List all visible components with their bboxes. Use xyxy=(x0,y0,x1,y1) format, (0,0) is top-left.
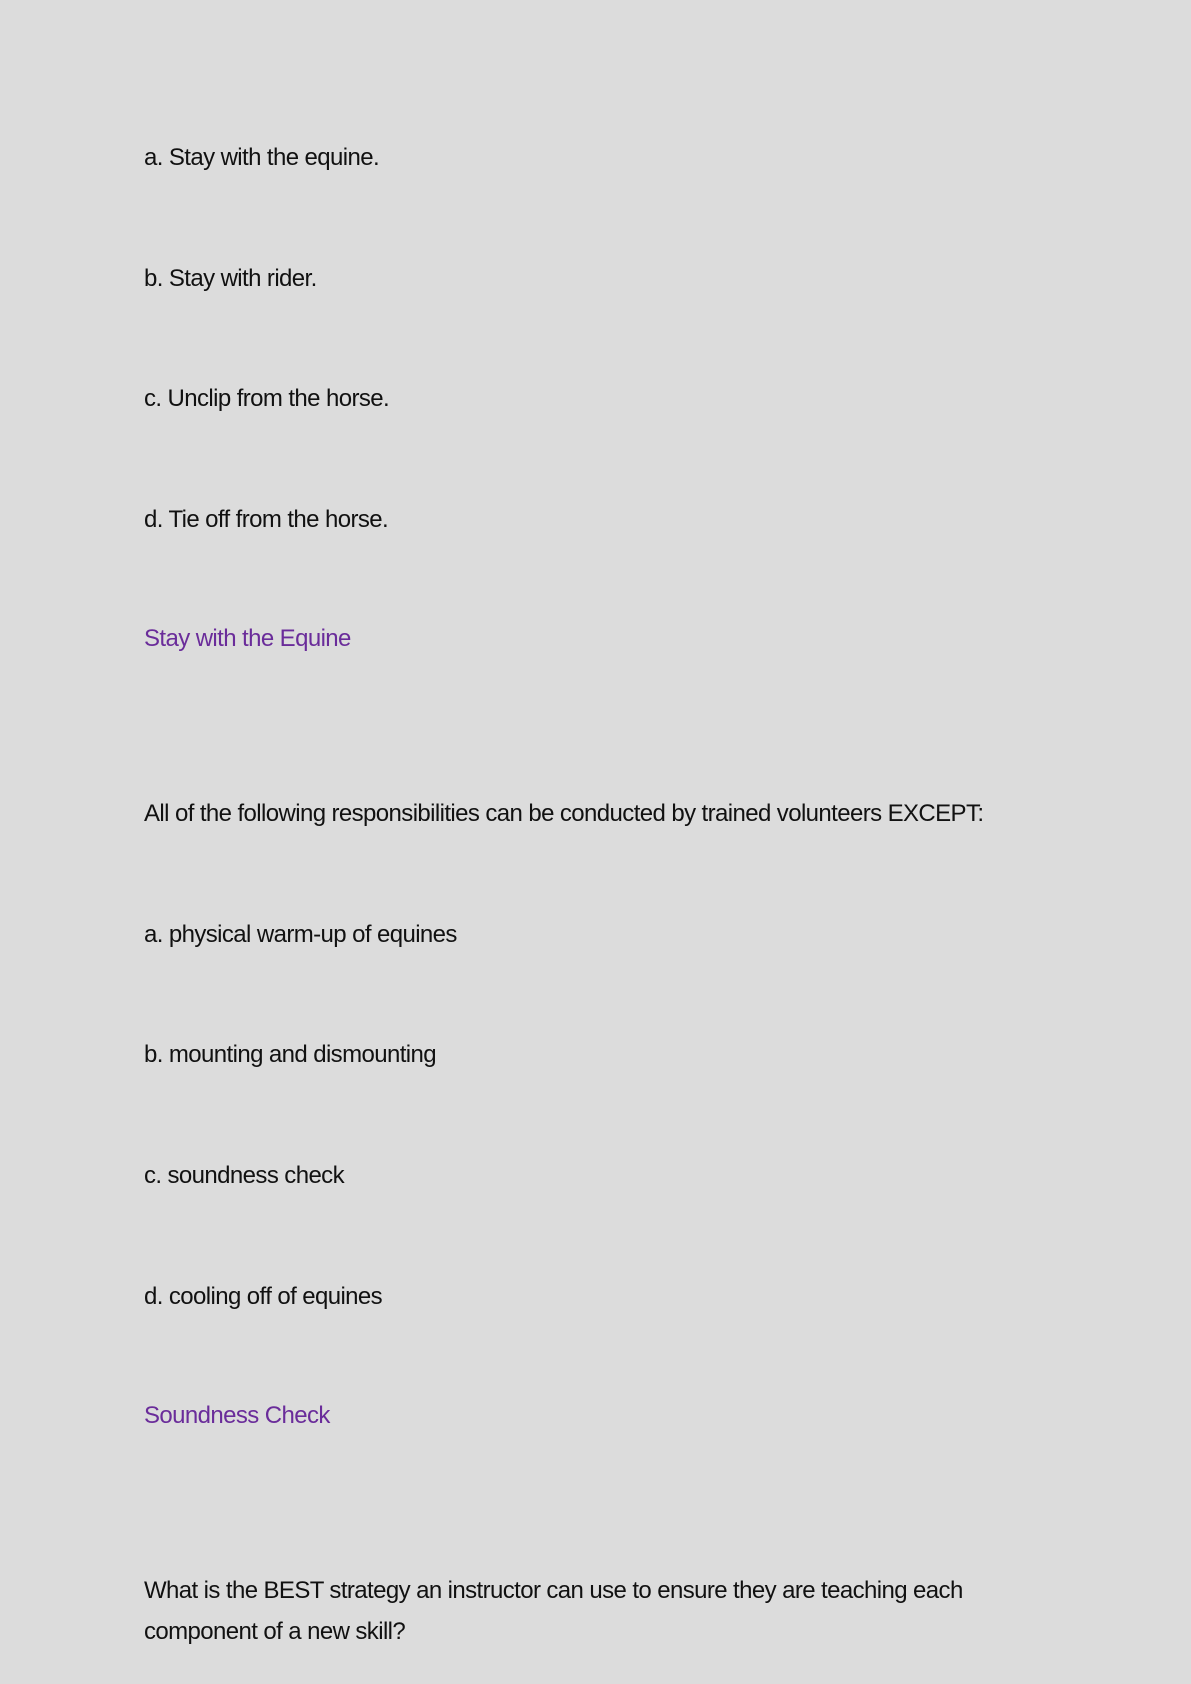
q1-option-d: d. Tie off from the horse. xyxy=(144,506,389,533)
q2-answer: Soundness Check xyxy=(144,1402,330,1429)
q2-option-d: d. cooling off of equines xyxy=(144,1283,383,1310)
q2-prompt: All of the following responsibilities can be conducted by trained volunteers EXCEPT: xyxy=(144,800,984,827)
q2-option-c: c. soundness check xyxy=(144,1162,344,1189)
q1-answer: Stay with the Equine xyxy=(144,625,351,652)
q2-option-b: b. mounting and dismounting xyxy=(144,1041,437,1068)
q1-option-c: c. Unclip from the horse. xyxy=(144,385,390,412)
q1-option-b: b. Stay with rider. xyxy=(144,265,317,292)
q1-option-a: a. Stay with the equine. xyxy=(144,144,380,171)
q3-prompt-line-1: What is the BEST strategy an instructor can use to ensure they are teaching each xyxy=(144,1577,963,1604)
q3-prompt-line-2: component of a new skill? xyxy=(144,1618,406,1645)
q2-option-a: a. physical warm-up of equines xyxy=(144,921,457,948)
